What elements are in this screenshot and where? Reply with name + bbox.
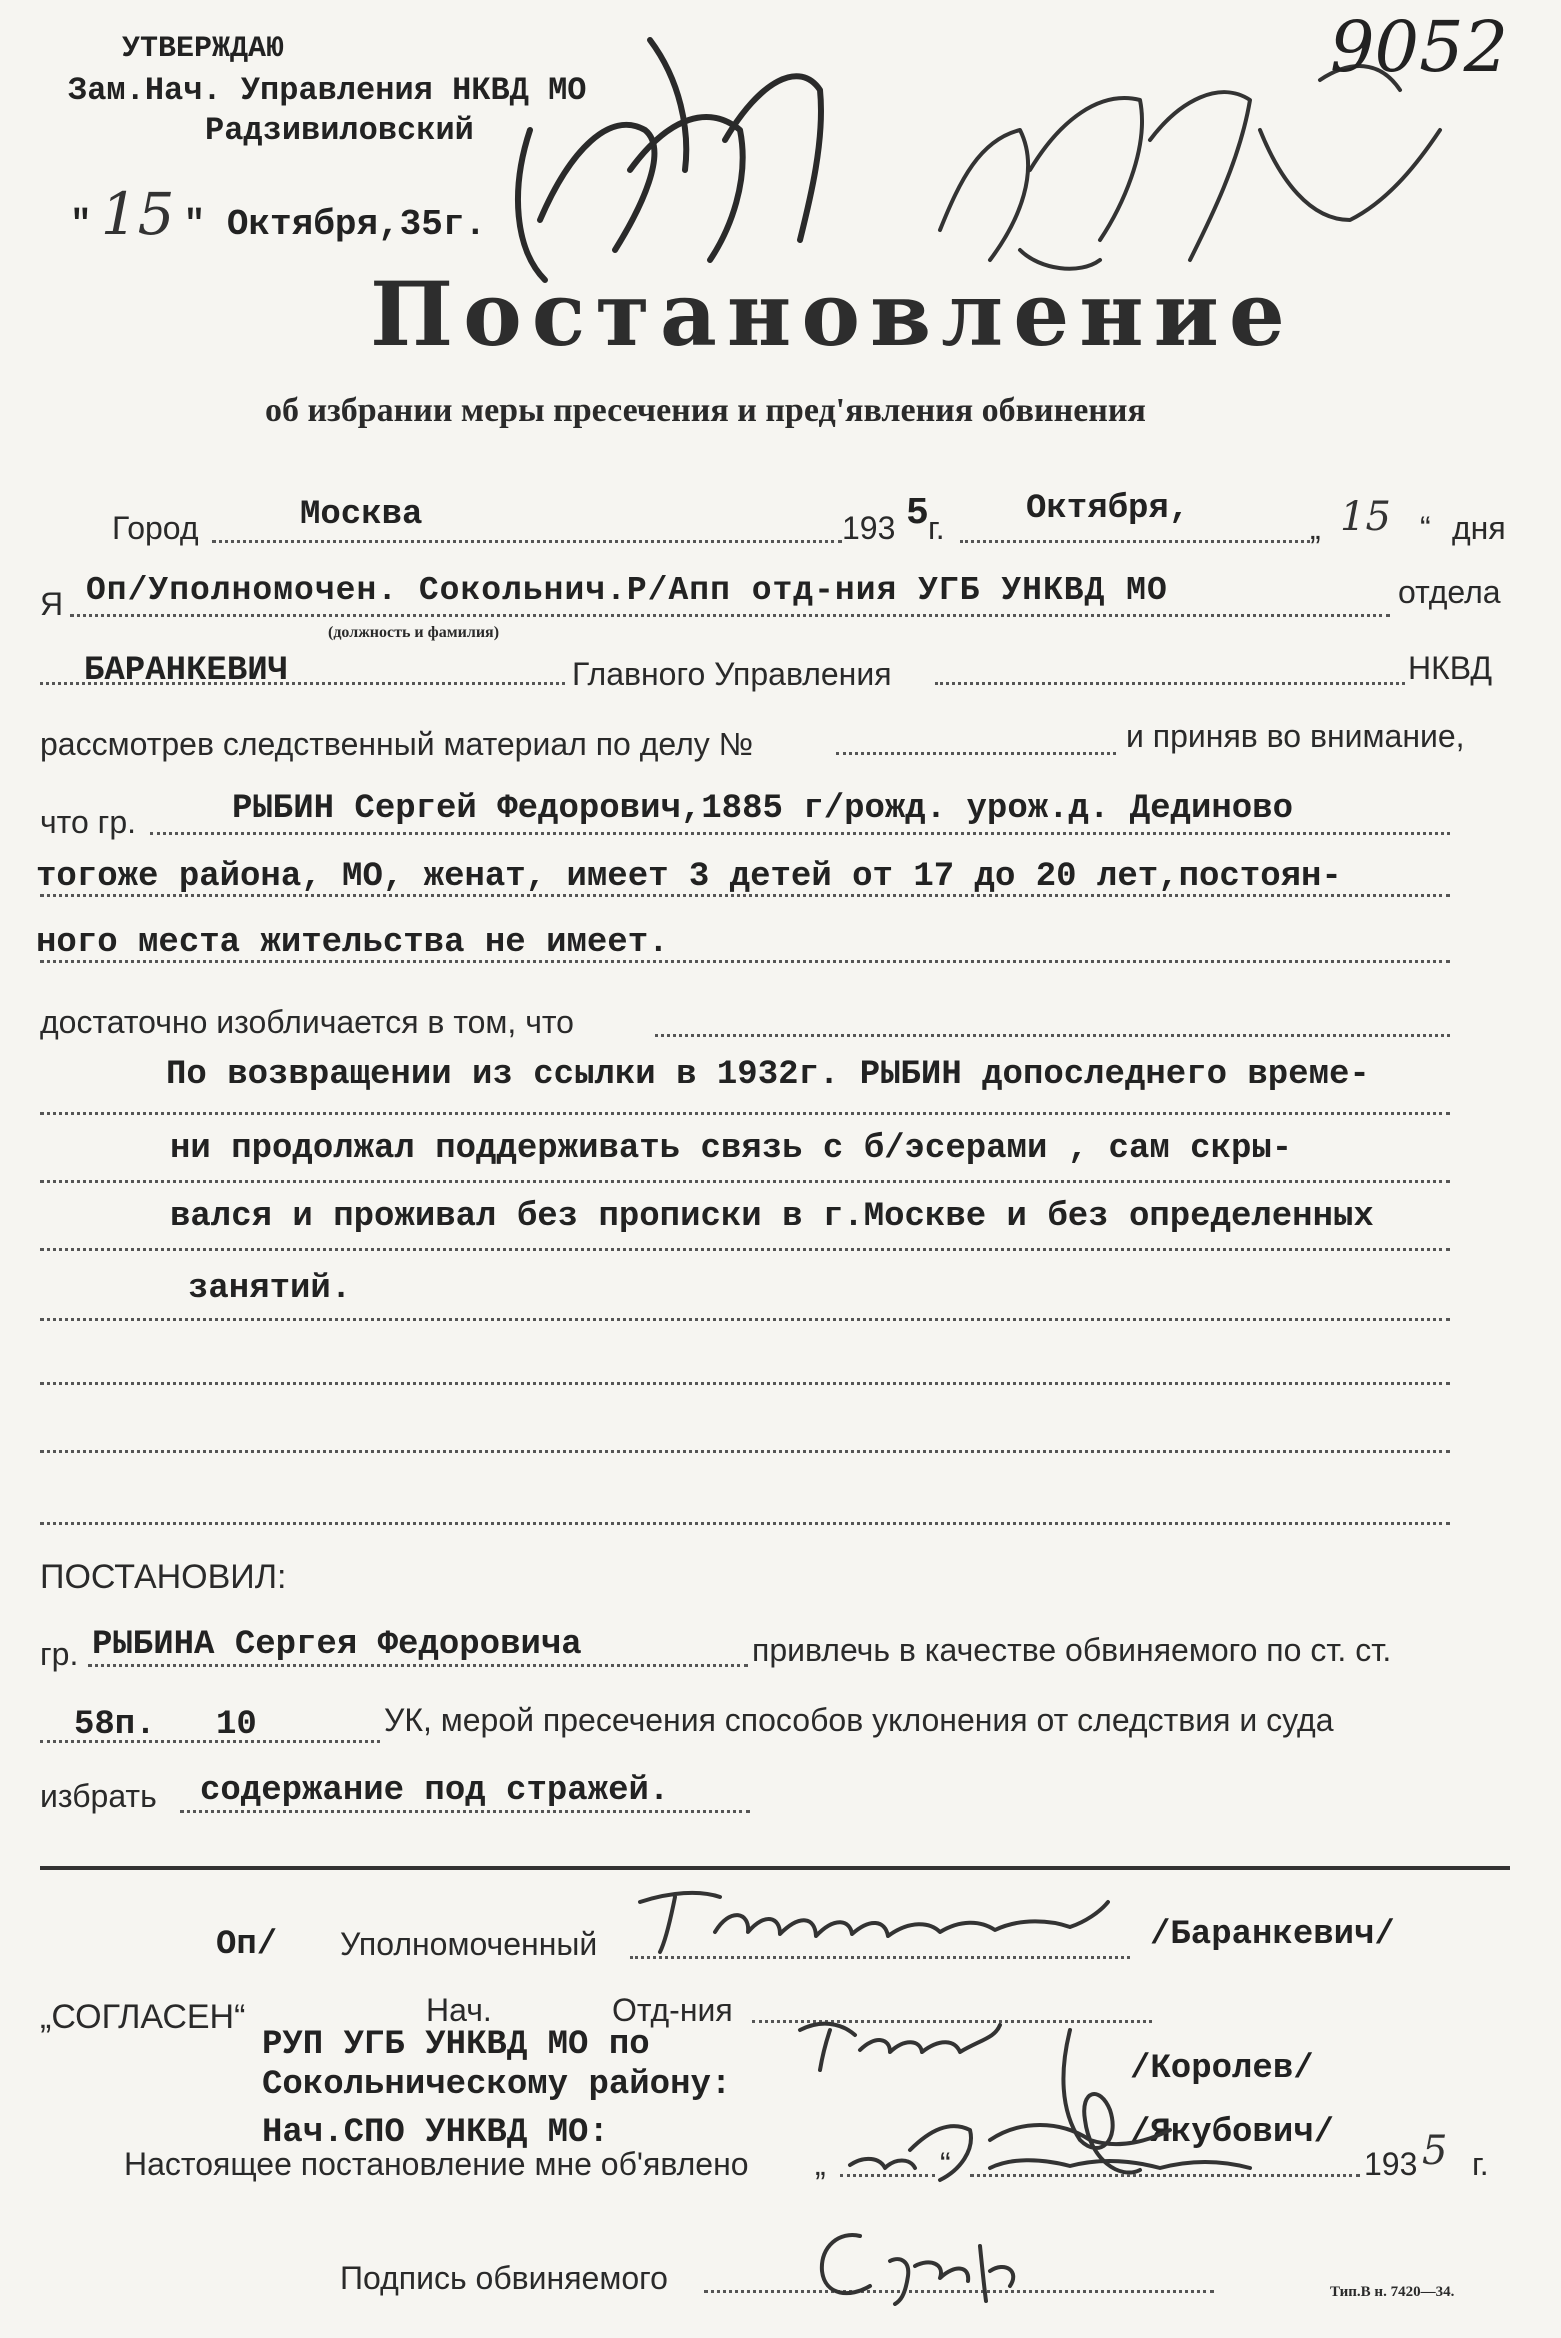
month-value: Октября,: [1026, 490, 1190, 528]
subject-prefix: что гр.: [40, 804, 137, 840]
announce-year-prefix: 193: [1364, 2146, 1418, 2182]
announce-year-digit: 5: [1422, 2128, 1448, 2174]
charge-dotline-1: [40, 1112, 1450, 1115]
approval-date-quote: ": [70, 204, 92, 245]
charge-line-1: По возвращении из ссылки в 1932г. РЫБИН допоследнего време-: [166, 1056, 1370, 1094]
sign-officer: /Баранкевич/: [1150, 1916, 1395, 1954]
decision-article: 58п. 10: [74, 1706, 257, 1744]
case-end: и приняв во внимание,: [1126, 718, 1465, 754]
charge-line-3: вался и проживал без прописки в г.Москве и без определенных: [170, 1198, 1374, 1236]
city-value: Москва: [300, 496, 423, 534]
charge-dotline-3: [40, 1248, 1450, 1251]
decision-accused: РЫБИНА Сергея Федоровича: [92, 1626, 582, 1664]
approval-date-day: 15: [100, 180, 175, 248]
decision-dotline-1: [88, 1664, 748, 1667]
charge-line-4: занятий.: [188, 1270, 352, 1308]
chief-label: Нач.: [426, 1992, 492, 2028]
i-label: Я: [40, 586, 64, 622]
decision-gr: гр.: [40, 1636, 79, 1672]
officer-caption: (должность и фамилия): [328, 624, 500, 641]
sign-yakubovich: /Якубович/: [1130, 2114, 1335, 2152]
subject-line-2: тогоже района, МО, женат, имеет 3 детей от 17 до 20 лет,постоян-: [36, 858, 1342, 896]
sign-authorized-label: Уполномоченный: [340, 1926, 598, 1962]
accused-handwritten-signature: [800, 2216, 1100, 2306]
sign-op: Оп/: [216, 1926, 278, 1964]
decision-choose-label: избрать: [40, 1778, 157, 1814]
decided-label: ПОСТАНОВИЛ:: [40, 1558, 287, 1596]
approval-approve: УТВЕРЖДАЮ: [122, 32, 285, 66]
announce-close-quote: “: [940, 2146, 951, 2182]
year-suffix: г.: [928, 510, 945, 546]
dept-label: отдела: [1398, 574, 1501, 610]
case-dotline: [836, 752, 1116, 755]
announce-handwritten-date: [840, 2130, 1320, 2190]
day-label: дня: [1452, 510, 1506, 546]
main-dept-label: Главного Управления: [572, 656, 892, 692]
chief-dept-label: Отд-ния: [612, 1992, 733, 2028]
city-label: Город: [112, 510, 199, 546]
day-open-quote: „: [1310, 510, 1321, 546]
accused-sign-label: Подпись обвиняемого: [340, 2260, 668, 2296]
announce-text: Настоящее постановление мне об'явлено: [124, 2146, 749, 2182]
day-close-quote: “: [1420, 510, 1431, 546]
year-digit: 5: [906, 492, 929, 535]
decision-dotline-3: [180, 1810, 750, 1813]
sign-korolev: /Королев/: [1130, 2050, 1314, 2088]
subject-dotline-1: [150, 832, 1450, 835]
year-prefix: 193: [842, 510, 896, 546]
officer-position: Оп/Уполномочен. Сокольнич.Р/Апп отд-ния УГБ УНКВД МО: [86, 572, 1168, 609]
archive-number: 9052: [1330, 6, 1509, 88]
agreed-label: „СОГЛАСЕН“: [40, 1998, 246, 2036]
sign-district: Сокольническому району:: [262, 2066, 732, 2104]
day-value: 15: [1340, 494, 1391, 540]
approval-position: Зам.Нач. Управления НКВД МО: [68, 72, 587, 109]
city-dotline: [212, 540, 842, 543]
sign-spo: Нач.СПО УНКВД МО:: [262, 2114, 609, 2152]
decision-line1-end: привлечь в качестве обвиняемого по ст. ст.: [752, 1632, 1392, 1668]
subject-line-1: РЫБИН Сергей Федорович,1885 г/рожд. урож.д. Дединово: [232, 790, 1293, 828]
sign-rup: РУП УГБ УНКВД МО по: [262, 2026, 650, 2064]
charge-line-2: ни продолжал поддерживать связь с б/эсерами , сам скры-: [170, 1130, 1293, 1168]
charge-dotline-4: [40, 1318, 1450, 1321]
main-dept-dotline: [935, 682, 1405, 685]
nkvd-label: НКВД: [1408, 650, 1493, 686]
officer-name: БАРАНКЕВИЧ: [84, 652, 289, 690]
case-text: рассмотрев следственный материал по делу №: [40, 726, 753, 762]
charge-dotline-7: [40, 1522, 1450, 1525]
announce-open-quote: „: [815, 2146, 826, 2182]
announce-year-suffix: г.: [1472, 2146, 1489, 2182]
decision-line2-end: УК, мерой пресечения способов уклонения от следствия и суда: [384, 1702, 1334, 1738]
subject-line-3: ного места жительства не имеет.: [36, 924, 669, 962]
officer-dotline: [70, 614, 1390, 617]
document-title: Постановление: [370, 262, 1295, 366]
document-subtitle: об избрании меры пресечения и пред'явления обвинения: [265, 392, 1146, 429]
charge-intro-dotline: [655, 1034, 1450, 1037]
approval-name: Радзивиловский: [205, 112, 474, 149]
approval-date-rest: " Октября,35г.: [183, 204, 487, 245]
officer-handwritten-signature: [630, 1872, 1110, 1962]
signature-rule: [40, 1866, 1510, 1870]
charge-dotline-6: [40, 1450, 1450, 1453]
month-dotline: [960, 540, 1310, 543]
print-mark: Тип.В н. 7420—34.: [1330, 2284, 1455, 2300]
charge-dotline-2: [40, 1180, 1450, 1183]
charge-intro: достаточно изобличается в том, что: [40, 1004, 574, 1040]
charge-dotline-5: [40, 1382, 1450, 1385]
decision-measure: содержание под стражей.: [200, 1772, 670, 1810]
